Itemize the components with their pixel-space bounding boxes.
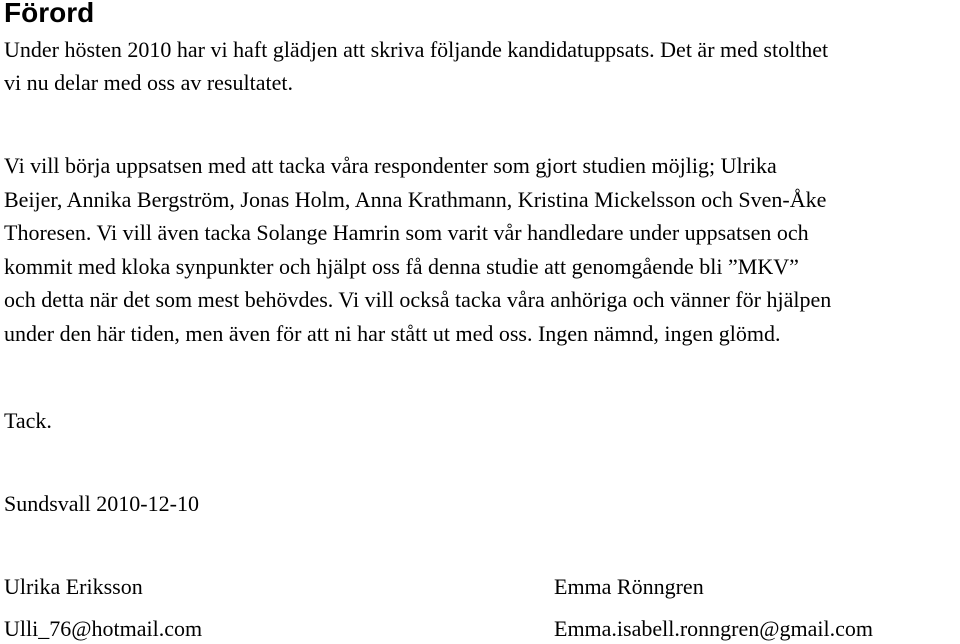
paragraph-line: Thoresen. Vi vill även tacka Solange Hamrin som varit vår handledare under uppsatsen och — [4, 220, 809, 246]
signature-name: Ulrika Eriksson — [4, 574, 143, 599]
closing-text: Tack. — [4, 408, 52, 433]
acknowledgements-paragraph — [4, 149, 958, 351]
signature-email: Ulli_76@hotmail.com — [4, 616, 203, 641]
place-and-date: Sundsvall 2010-12-10 — [4, 491, 199, 516]
signature-name: Emma Rönngren — [554, 574, 704, 599]
signature-email: Emma.isabell.ronngren@gmail.com — [554, 616, 874, 641]
paragraph-line: Under hösten 2010 har vi haft glädjen att skriva följande kandidatuppsats. Det är med stolthet — [4, 37, 829, 62]
paragraph-line: Beijer, Annika Bergström, Jonas Holm, Anna Krathmann, Kristina Mickelsson och Sven-Åke — [4, 186, 827, 212]
paragraph-line: och detta när det som mest behövdes. Vi vill också tacka våra anhöriga och vänner för hjälpen — [4, 287, 832, 313]
intro-paragraph — [4, 33, 958, 99]
paragraph-line: Vi vill börja uppsatsen med att tacka våra respondenter som gjort studien möjlig; Ulrika — [4, 153, 777, 178]
paragraph-line: under den här tiden, men även för att ni har stått ut med oss. Ingen nämnd, ingen glömd. — [4, 320, 781, 346]
page-heading: Förord — [4, 0, 95, 28]
paragraph-line: vi nu delar med oss av resultatet. — [4, 70, 293, 95]
paragraph-line: kommit med kloka synpunkter och hjälpt oss få denna studie att genomgående bli ”MKV” — [4, 253, 799, 279]
